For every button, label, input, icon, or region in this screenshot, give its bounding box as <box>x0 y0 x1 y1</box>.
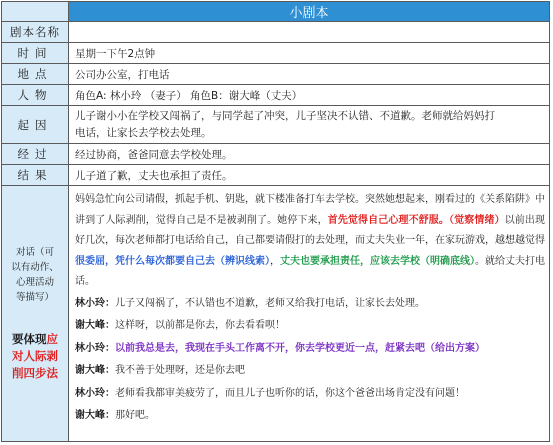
narrative-text: 以前出现好几次，每次老师都打电话给自己，自己都要请假打的去处理，而丈夫失业一年，在家玩游戏，越想越觉得 <box>75 214 546 246</box>
label-script-name: 剧本名称 <box>2 22 69 43</box>
narrative-text: 。就给丈夫打电话。 <box>75 255 545 287</box>
value-characters: 角色A: 林小玲 （妻子） 角色B：谢大峰（丈夫） <box>69 85 550 106</box>
dialogue-content <box>69 186 550 442</box>
speaker: 谢大峰： <box>75 365 115 376</box>
requirement-highlight: 对人际剥 <box>12 349 58 363</box>
label-dialogue <box>2 186 69 442</box>
speaker: 谢大峰： <box>75 410 115 421</box>
speaker: 林小玲： <box>75 297 115 309</box>
label-time: 时间 <box>2 43 69 64</box>
dialogue-line <box>75 315 545 338</box>
dialogue-note-line: 等描写） <box>15 292 54 303</box>
value-script-name <box>69 22 550 43</box>
dialogue-note-line: 对话（可 <box>15 247 54 258</box>
narrative-text: 妈妈急忙向公司请假，抓起手机、钥匙，就下楼准备打车去学校。突然她想起来，刚看过的《关系陷阱》中讲到了人际剥削，觉得自己是不是被剥削了。她停下来， <box>75 194 545 226</box>
dialogue-note-line: 心理活动 <box>15 277 54 288</box>
header-corner <box>2 2 69 22</box>
dialogue-line <box>75 338 545 361</box>
utterance: 老师看我都审美疲劳了，而且儿子也听你的话，你这个爸爸出场肯定没有问题！ <box>115 387 465 399</box>
narrative-boundary: 丈夫也要承担责任，应该去学校（明确底线） <box>280 255 475 267</box>
narrative-clue: 很委屈，凭什么每次都要自己去（辨识线索） <box>75 255 270 267</box>
label-result: 结果 <box>2 165 69 186</box>
requirement-line <box>2 331 68 348</box>
speaker: 林小玲： <box>75 387 115 399</box>
utterance: 我不善于处理呀，还是你去吧 <box>115 365 245 376</box>
value-cause <box>69 106 550 144</box>
speaker: 林小玲： <box>75 342 115 354</box>
utterance: 那好吧。 <box>115 410 155 421</box>
utterance: 这样呀，以前都是你去，你去看看呗！ <box>115 320 285 331</box>
script-table <box>1 1 550 442</box>
narrative-paragraph <box>75 190 545 293</box>
value-time: 星期一下午2点钟 <box>69 43 550 64</box>
utterance: 儿子又闯祸了，不认错也不道歉，老师又给我打电话，让家长去处理。 <box>115 297 425 309</box>
requirement-highlight: 削四步法 <box>12 366 58 380</box>
label-process: 经过 <box>2 144 69 165</box>
label-place: 地点 <box>2 64 69 85</box>
requirement-highlight: 应 <box>46 332 58 346</box>
value-result: 儿子道了歉，丈夫也承担了责任。 <box>69 165 550 186</box>
label-characters: 人物 <box>2 85 69 106</box>
narrative-emotion: 首先觉得自己心理不舒服。（觉察情绪） <box>327 214 505 226</box>
dialogue-note-line: 以有动作、 <box>11 262 59 273</box>
requirement-text: 要体现 <box>12 332 47 346</box>
dialogue-line <box>75 293 545 316</box>
table-title: 小剧本 <box>69 2 550 22</box>
dialogue-line <box>75 405 545 428</box>
speaker: 谢大峰： <box>75 320 115 331</box>
narrative-text: ， <box>270 255 280 267</box>
value-process: 经过协商，爸爸同意去学校处理。 <box>69 144 550 165</box>
dialogue-line <box>75 360 545 383</box>
dialogue-note <box>4 245 66 305</box>
value-place: 公司办公室，打电话 <box>69 64 550 85</box>
label-cause: 起因 <box>2 106 69 144</box>
dialogue-requirement <box>2 331 68 382</box>
dialogue-line <box>75 383 545 406</box>
cause-line-1: 儿子谢小小在学校又闯祸了，与同学起了冲突，儿子坚决不认错、不道歉。老师就给妈妈打 <box>75 109 495 122</box>
cause-line-2: 电话，让家长去学校去处理。 <box>75 126 212 139</box>
utterance-solution: 以前我总是去，我现在手头工作离不开，你去学校更近一点，赶紧去吧（给出方案） <box>115 342 485 354</box>
